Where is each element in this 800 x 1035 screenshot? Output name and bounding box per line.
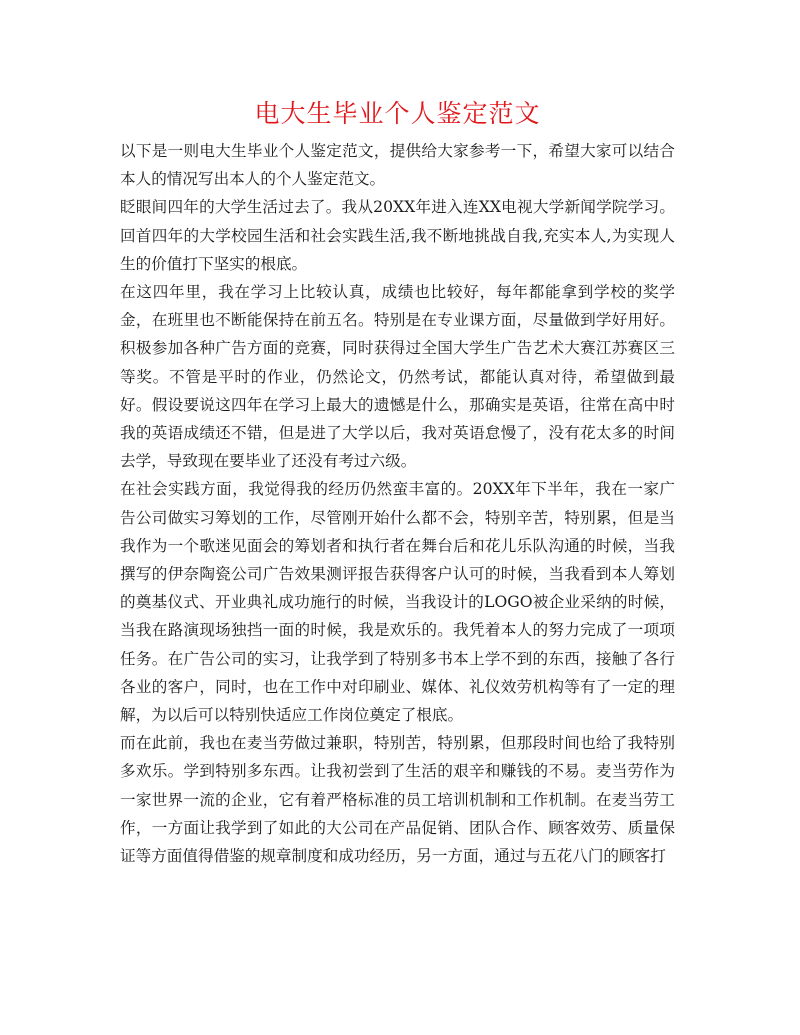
paragraph-university-life: 眨眼间四年的大学生活过去了。我从20XX年进入连XX电视大学新闻学院学习。回首四年的大学校园生活和社会实践生活,我不断地挑战自我,充实本人,为实现人生的价值打下坚实的根底。 [120,198,675,273]
paragraph-mcdonalds: 而在此前，我也在麦当劳做过兼职，特别苦，特别累，但那段时间也给了我特别多欢乐。学到特别多东西。让我初尝到了生活的艰辛和赚钱的不易。麦当劳作为一家世界一流的企业，它有着严格标准的员工培训机制和工作机制。在麦当劳工作，一方面让我学到了如此的大公司在产品促销、团队合作、顾客效劳、质量保证等方面值得借鉴的规章制度和成功经历，另一方面，通过与五花八门的顾客打 [120,734,675,866]
paragraph-study: 在这四年里，我在学习上比较认真，成绩也比较好，每年都能拿到学校的奖学金，在班里也不断能保持在前五名。特别是在专业课方面，尽量做到学好用好。积极参加各种广告方面的竞赛，同时获得过全国大学生广告艺术大赛江苏赛区三等奖。不管是平时的作业，仍然论文，仍然考试，都能认真对待，希望做到最好。假设要说这四年在学习上最大的遗憾是什么，那确实是英语，往常在高中时我的英语成绩还不错，但是进了大学以后，我对英语怠慢了，没有花太多的时间去学，导致现在要毕业了还没有考过六级。 [120,283,675,471]
document-title: 电大生毕业个人鉴定范文 [254,99,541,128]
paragraph-social-practice: 在社会实践方面，我觉得我的经历仍然蛮丰富的。20XX年下半年，我在一家广告公司做实习筹划的工作，尽管刚开始什么都不会，特别辛苦，特别累，但是当我作为一个歌迷见面会的筹划者和执行者在舞台后和花儿乐队沟通的时候，当我撰写的伊奈陶瓷公司广告效果测评报告获得客户认可的时候，当我看到本人筹划的奠基仪式、开业典礼成功施行的时候，当我设计的LOGO被企业采纳的时候，当我在路演现场独挡一面的时候，我是欢乐的。我凭着本人的努力完成了一项项任务。在广告公司的实习，让我学到了特别多书本上学不到的东西，接触了各行各业的客户，同时，也在工作中对印刷业、媒体、礼仪效劳机构等有了一定的理解，为以后可以特别快适应工作岗位奠定了根底。 [120,480,675,725]
document-page [120,96,675,870]
paragraph-intro: 以下是一则电大生毕业个人鉴定范文，提供给大家参考一下，希望大家可以结合本人的情况写出本人的个人鉴定范文。 [120,142,675,189]
